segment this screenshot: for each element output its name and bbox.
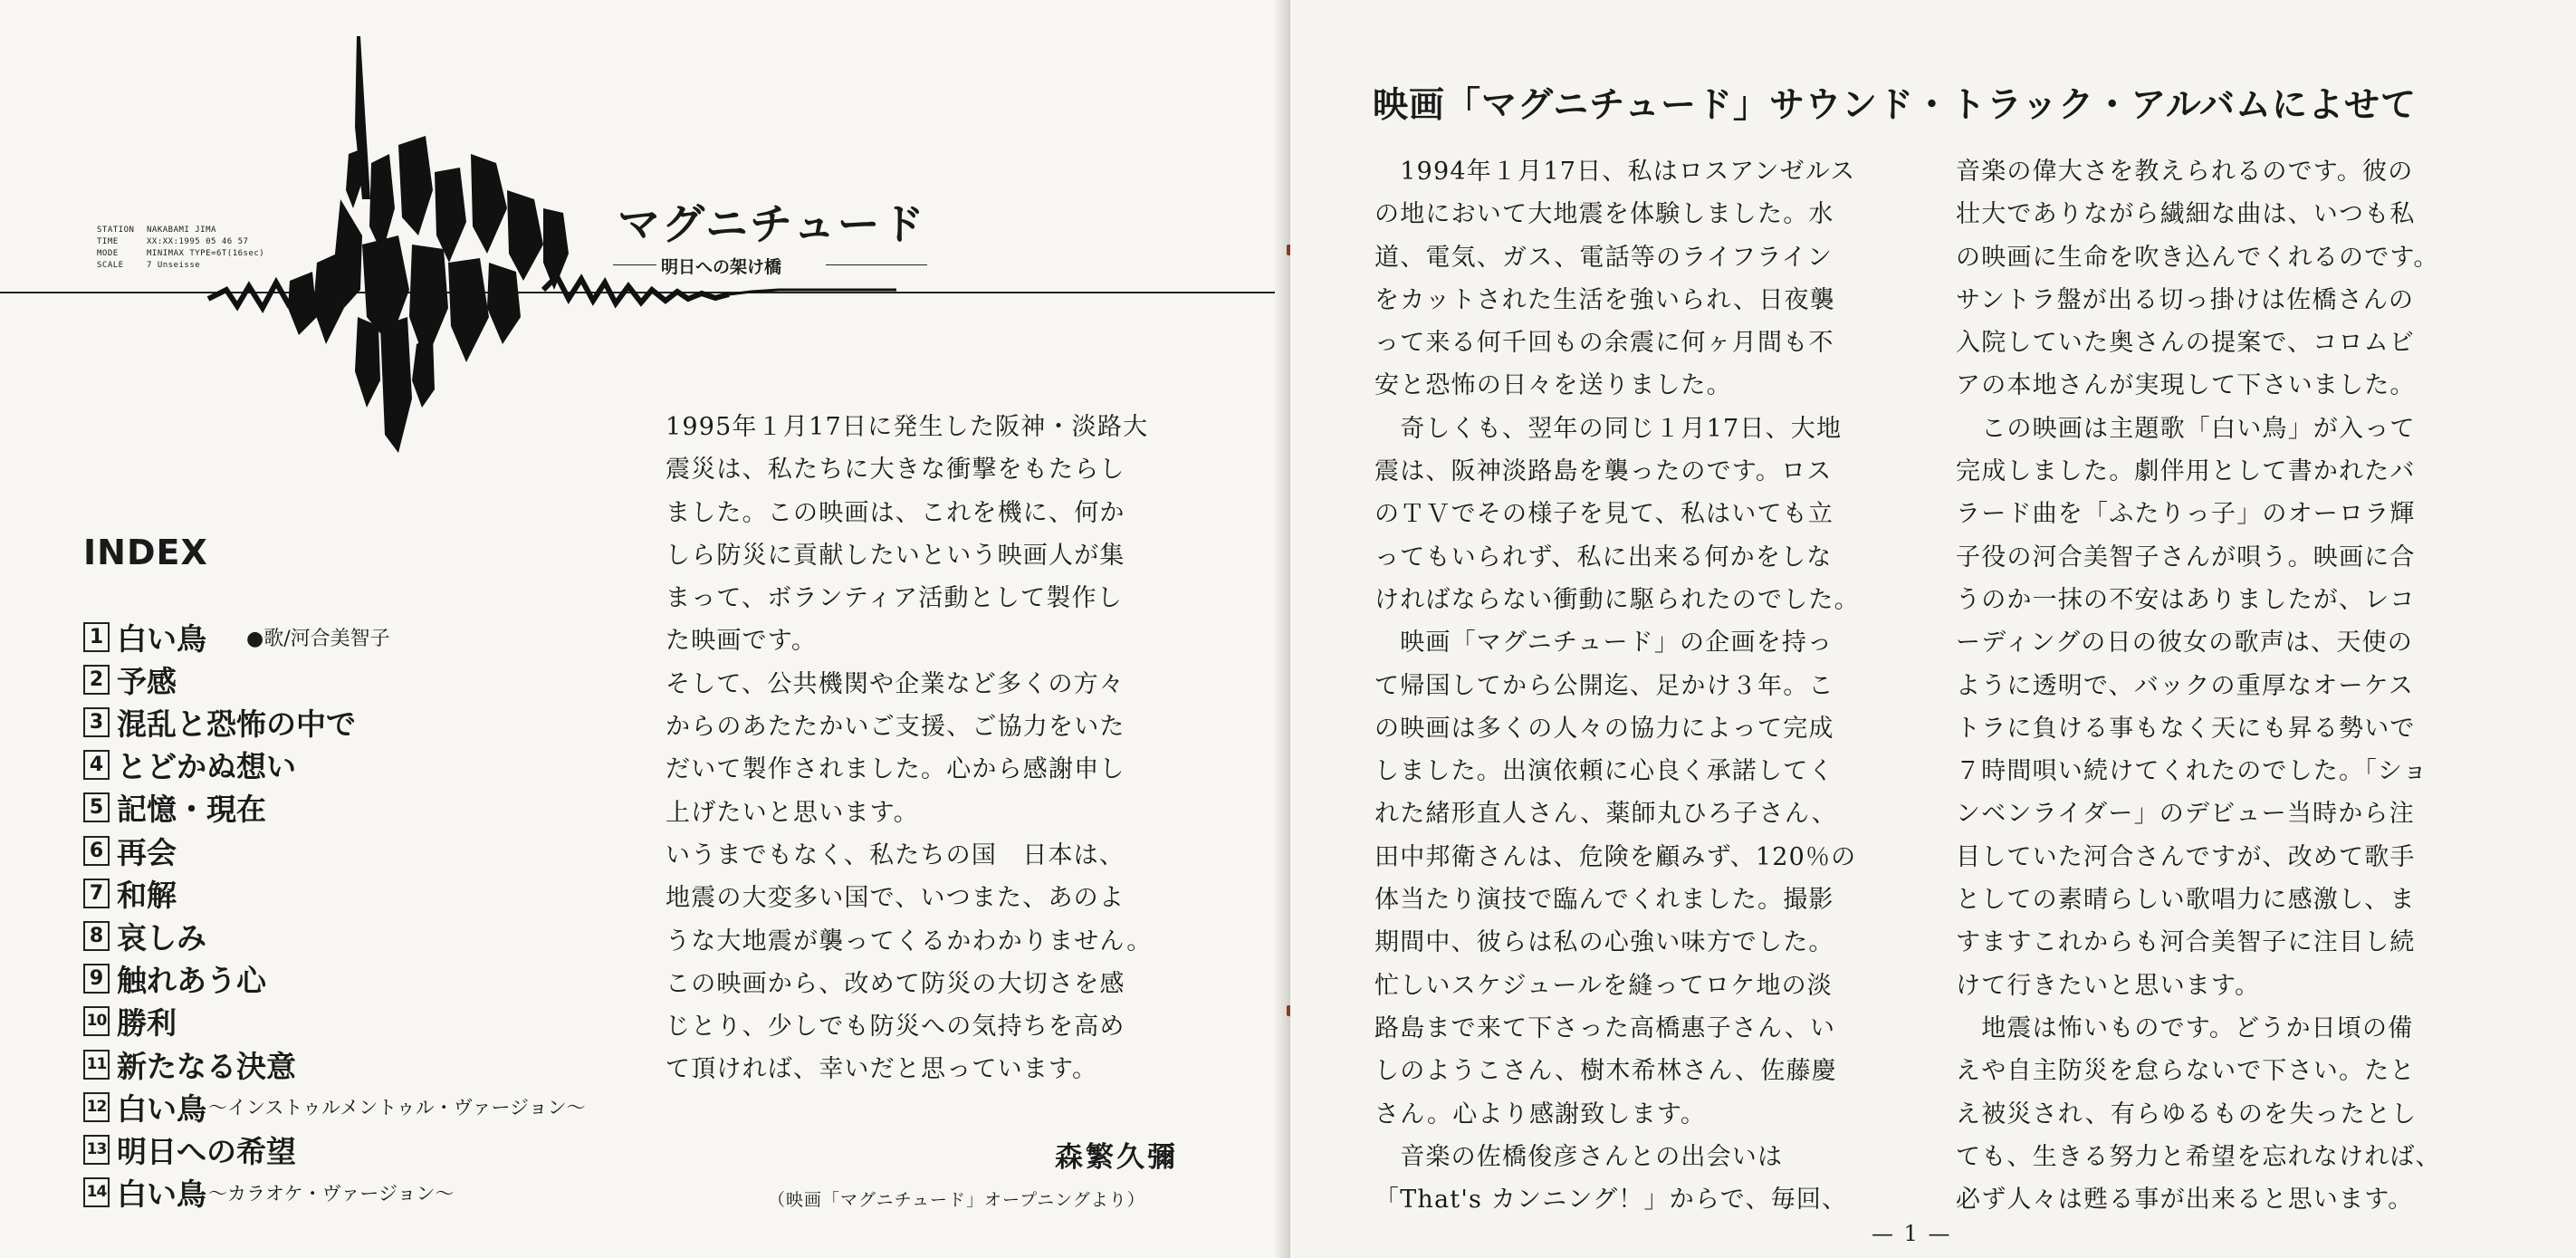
track-title: とどかぬ想い <box>117 749 296 785</box>
track-title: 哀しみ <box>117 919 206 956</box>
track-number-box: 13 <box>83 1135 110 1165</box>
track-number-box: 14 <box>83 1177 110 1207</box>
track-item <box>83 830 177 871</box>
station-row: MODE MINIMAX TYPE=6T(16sec) <box>97 249 265 258</box>
track-number-box: 1 <box>83 622 110 652</box>
track-item <box>83 1086 586 1128</box>
logo-title: マグニチュード <box>618 200 926 250</box>
track-title: 触れあう心 <box>117 963 266 999</box>
track-number-box: 3 <box>83 707 110 737</box>
track-title: 白い鳥 <box>117 620 206 657</box>
page-number: — 1 — <box>1872 1221 1952 1246</box>
station-info <box>97 225 264 272</box>
index-heading: INDEX <box>83 533 208 572</box>
station-row: STATION NAKABAMI JIMA <box>97 226 216 235</box>
track-item <box>83 1043 296 1085</box>
track-item <box>83 1172 455 1214</box>
track-number-box: 10 <box>83 1006 110 1036</box>
track-item <box>83 658 177 700</box>
article-column-2: 音楽の偉大さを教えられるのです。彼の 壮大でありながら繊細な曲は、いつも私 の映画に生命を吹き込んでくれるのです。 サントラ盤が出る切っ掛けは佐橋さんの 入院していた奥さんの提案で、コロムビ アの本地さんが実現して下さいました。 この映画は主題歌「白い鳥」が入って 完成しました。劇伴用として書かれたバ ラード曲を「ふたりっ子」のオーロラ輝 子役の河合美智子さんが唄う。映画に合 うのか一抹の不安はありましたが、レコ ーディングの日の彼女の歌声は、天使の ように透明で、バックの重厚なオーケス トラに負ける事もなく天にも昇る勢いで ７時間唄い続けてくれたのでした。「ショ ンベンライダー」のデビュー当時から注 目していた河合さんですが、改めて歌手 としての素晴らしい歌唱力に感激し、ま すますこれからも河合美智子に注目し続 けて行きたいと思います。 地震は怖いものです。どうか日頃の備 えや自主防災を怠らないで下さい。たと え被災され、有らゆるものを失ったとし ても、生きる努力と希望を忘れなければ、 必ず人々は甦る事が出来ると思います。 <box>1956 158 2441 1215</box>
track-title: 再会 <box>117 834 177 870</box>
track-version: 〜カラオケ・ヴァージョン〜 <box>208 1182 455 1205</box>
left-page <box>0 0 1286 1258</box>
author-source: （映画「マグニチュード」オープニングより） <box>768 1190 1145 1210</box>
track-version: 〜インストゥルメントゥル・ヴァージョン〜 <box>208 1097 586 1119</box>
track-title: 記憶・現在 <box>117 792 266 828</box>
track-item <box>83 787 266 829</box>
track-credit: ●歌/河合美智子 <box>246 627 390 650</box>
article-column-1: 1994年１月17日、私はロスアンゼルス の地において大地震を体験しました。水 道、電気、ガス、電話等のライフライン をカットされた生活を強いられ、日夜襲 って来る何千回もの余震に何ヶ月間も不 安と恐怖の日々を送りました。 奇しくも、翌年の同じ１月17日、大地 震は、阪神淡路島を襲ったのです。ロス のＴＶでその様子を見て、私はいても立 ってもいられず、私に出来る何かをしな ければならない衝動に駆られたのでした。 映画「マグニチュード」の企画を持っ て帰国してから公開迄、足かけ３年。こ の映画は多くの人々の協力によって完成 しました。出演依頼に心良く承諾してく れた緒形直人さん、薬師丸ひろ子さん、 田中邦衛さんは、危険を顧みず、120％の 体当たり演技で臨んでくれました。撮影 期間中、彼らは私の心強い味方でした。 忙しいスケジュールを縫ってロケ地の淡 路島まで来て下さった高橋惠子さん、い しのようこさん、樹木希林さん、佐藤慶 さん。心より感謝致します。 音楽の佐橋俊彦さんとの出会いは 「That's カンニング！」からで、毎回、 <box>1374 158 1860 1215</box>
track-number-box: 11 <box>83 1050 110 1080</box>
track-title: 白い鳥 <box>117 1090 206 1127</box>
track-item <box>83 958 266 1000</box>
subtitle-rule-right <box>826 264 927 265</box>
track-number-box: 6 <box>83 836 110 866</box>
track-item <box>83 872 177 914</box>
author-name: 森繁久彌 <box>1055 1141 1178 1174</box>
track-title: 明日への希望 <box>117 1133 296 1169</box>
intro-text: 1995年１月17日に発生した阪神・淡路大 震災は、私たちに大きな衝撃をもたらし ました。この映画は、これを機に、何か しら防災に貢献したいという映画人が集 まって、ボランティア活動として製作し た映画です。 そして、公共機関や企業など多くの方々 からのあたたかいご支援、ご協力をいた だいて製作されました。心から感謝申し 上げたいと思います。 いうまでもなく、私たちの国 日本は、 地震の大変多い国で、いつまた、あのよ うな大地震が襲ってくるかわかりません。 この映画から、改めて防災の大切さを感 じとり、少しでも防災への気持ちを高め て頂ければ、幸いだと思っています。 <box>666 413 1153 1084</box>
track-item <box>83 915 206 956</box>
track-item <box>83 744 296 786</box>
track-number-box: 9 <box>83 964 110 994</box>
track-title: 勝利 <box>117 1005 177 1042</box>
track-number-box: 12 <box>83 1092 110 1122</box>
track-number-box: 4 <box>83 750 110 780</box>
track-item <box>83 1001 177 1042</box>
track-number-box: 2 <box>83 665 110 695</box>
track-number-box: 5 <box>83 792 110 822</box>
track-item <box>83 701 356 743</box>
track-title: 白い鳥 <box>117 1176 206 1213</box>
track-number-box: 7 <box>83 879 110 908</box>
station-row: TIME XX:XX:1995 05 46 57 <box>97 237 249 246</box>
track-title: 予感 <box>117 663 177 699</box>
track-item <box>83 1128 296 1170</box>
track-item <box>83 616 390 658</box>
logo-subtitle: 明日への架け橋 <box>661 257 782 277</box>
track-title: 和解 <box>117 877 177 913</box>
track-number-box: 8 <box>83 921 110 951</box>
track-title: 新たなる決意 <box>117 1048 296 1084</box>
station-row: SCALE 7 Unseisse <box>97 261 201 270</box>
track-title: 混乱と恐怖の中で <box>117 706 356 742</box>
subtitle-rule-left <box>613 264 656 265</box>
article-title: 映画「マグニチュード」サウンド・トラック・アルバムによせて <box>1373 85 2417 126</box>
